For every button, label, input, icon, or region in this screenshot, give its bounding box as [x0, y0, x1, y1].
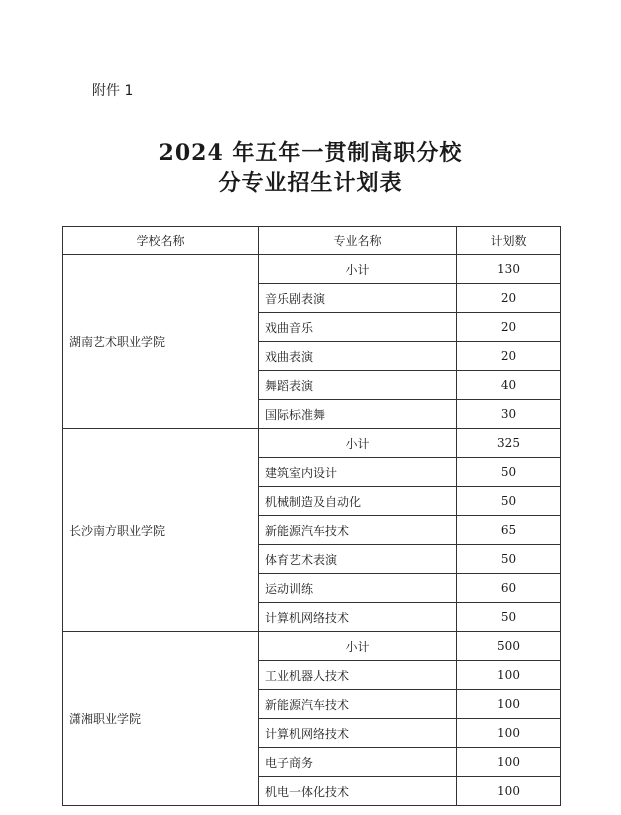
plan-count-cell: 50	[457, 603, 561, 632]
enrollment-plan-table	[62, 226, 561, 806]
plan-count-cell: 20	[457, 284, 561, 313]
plan-count-cell: 30	[457, 400, 561, 429]
plan-count-cell: 50	[457, 487, 561, 516]
plan-count-cell: 100	[457, 748, 561, 777]
major-name-cell: 新能源汽车技术	[259, 516, 457, 545]
subtotal-count: 130	[457, 255, 561, 284]
table-header-row	[63, 227, 561, 255]
plan-count-cell: 50	[457, 458, 561, 487]
plan-count-cell: 100	[457, 661, 561, 690]
major-name-cell: 戏曲音乐	[259, 313, 457, 342]
major-name-cell: 舞蹈表演	[259, 371, 457, 400]
plan-count-cell: 100	[457, 719, 561, 748]
subtotal-count: 325	[457, 429, 561, 458]
major-name-cell: 音乐剧表演	[259, 284, 457, 313]
school-name-cell: 湖南艺术职业学院	[63, 255, 259, 429]
plan-count-cell: 60	[457, 574, 561, 603]
subtotal-label: 小计	[259, 255, 457, 284]
table-row	[63, 255, 561, 284]
major-name-cell: 计算机网络技术	[259, 603, 457, 632]
plan-count-cell: 65	[457, 516, 561, 545]
major-name-cell: 机械制造及自动化	[259, 487, 457, 516]
table-row	[63, 429, 561, 458]
header-major-name: 专业名称	[259, 227, 457, 255]
major-name-cell: 建筑室内设计	[259, 458, 457, 487]
page-title-line1: 2024 年五年一贯制高职分校	[158, 140, 463, 166]
table-row	[63, 632, 561, 661]
major-name-cell: 机电一体化技术	[259, 777, 457, 806]
major-name-cell: 新能源汽车技术	[259, 690, 457, 719]
header-plan-count: 计划数	[457, 227, 561, 255]
plan-count-cell: 50	[457, 545, 561, 574]
major-name-cell: 电子商务	[259, 748, 457, 777]
school-name-cell: 潇湘职业学院	[63, 632, 259, 806]
plan-count-cell: 100	[457, 777, 561, 806]
plan-count-cell: 20	[457, 313, 561, 342]
subtotal-label: 小计	[259, 632, 457, 661]
subtotal-count: 500	[457, 632, 561, 661]
major-name-cell: 体育艺术表演	[259, 545, 457, 574]
plan-count-cell: 100	[457, 690, 561, 719]
major-name-cell: 国际标准舞	[259, 400, 457, 429]
header-school-name: 学校名称	[63, 227, 259, 255]
major-name-cell: 戏曲表演	[259, 342, 457, 371]
subtotal-label: 小计	[259, 429, 457, 458]
school-name-cell: 长沙南方职业学院	[63, 429, 259, 632]
plan-count-cell: 40	[457, 371, 561, 400]
attachment-label: 附件 1	[92, 83, 134, 99]
page-title-line2: 分专业招生计划表	[218, 170, 403, 196]
major-name-cell: 运动训练	[259, 574, 457, 603]
major-name-cell: 计算机网络技术	[259, 719, 457, 748]
plan-count-cell: 20	[457, 342, 561, 371]
major-name-cell: 工业机器人技术	[259, 661, 457, 690]
